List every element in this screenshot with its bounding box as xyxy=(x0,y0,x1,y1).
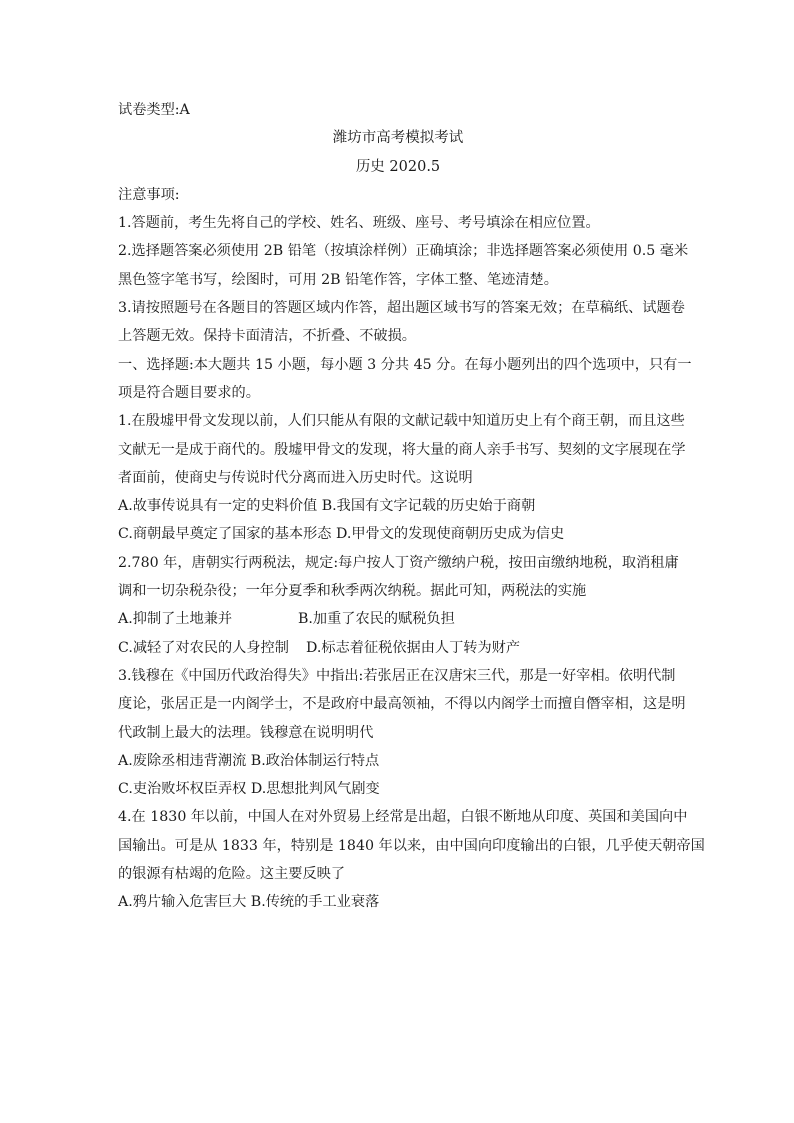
question-1-options-ab: A.故事传说具有一定的史料价值 B.我国有文字记载的历史始于商朝 xyxy=(118,498,536,515)
paper-type: 试卷类型:A xyxy=(118,102,190,118)
question-4-line-3: 的银源有枯竭的危险。这主要反映了 xyxy=(118,866,346,883)
question-1-line-3: 者面前，使商史与传说时代分离而进入历史时代。这说明 xyxy=(118,469,473,486)
question-3-line-3: 代政制上最大的法理。钱穆意在说明明代 xyxy=(118,724,374,741)
question-2-options-cd xyxy=(118,634,678,662)
notice-item-1: 1.答题前，考生先将自己的学校、姓名、班级、座号、考号填涂在相应位置。 xyxy=(118,215,600,232)
notice-item-2-line-1: 2.选择题答案必须使用 2B 铅笔（按填涂样例）正确填涂；非选择题答案必须使用 0.5 毫米 xyxy=(118,243,689,260)
notice-item-2-line-2: 黑色签字笔书写，绘图时，可用 2B 铅笔作答，字体工整、笔迹清楚。 xyxy=(118,271,558,288)
question-2-options-ab xyxy=(118,605,678,633)
notice-item-3-line-2: 上答题无效。保持卡面清洁，不折叠、不破损。 xyxy=(118,328,416,345)
question-2-option-d: D.标志着征税依据由人丁转为财产 xyxy=(306,639,521,656)
question-4-line-2: 国输出。可是从 1833 年，特别是 1840 年以来，由中国向印度输出的白银，几乎使天朝帝国 xyxy=(118,837,705,854)
question-3-line-1: 3.钱穆在《中国历代政治得失》中指出:若张居正在汉唐宋三代，那是一好宰相。依明代制 xyxy=(118,667,676,684)
section-1-instructions-line-1: 一、选择题:本大题共 15 小题，每小题 3 分共 45 分。在每小题列出的四个选项中，只有一 xyxy=(118,356,692,373)
question-2-line-1: 2.780 年，唐朝实行两税法，规定:每户按人丁资产缴纳户税，按田亩缴纳地税，取消租庸 xyxy=(118,554,679,571)
question-3-options-ab: A.废除丞相违背潮流 B.政治体制运行特点 xyxy=(118,752,380,769)
exam-title: 潍坊市高考模拟考试 xyxy=(332,130,464,147)
question-2-option-a: A.抑制了土地兼并 xyxy=(118,611,233,628)
question-3-line-2: 度论，张居正是一内阁学士，不是政府中最高领袖，不得以内阁学士而擅自僭宰相，这是明 xyxy=(118,696,686,713)
question-1-line-2: 文献无一是成于商代的。殷墟甲骨文的发现，将大量的商人亲手书写、契刻的文字展现在学 xyxy=(118,441,686,458)
question-3-options-cd: C.吏治败坏权臣弄权 D.思想批判风气剧变 xyxy=(118,781,380,798)
notice-item-3-line-1: 3.请按照题号在各题目的答题区域内作答，超出题区域书写的答案无效；在草稿纸、试题卷 xyxy=(118,300,685,317)
question-1-line-1: 1.在殷墟甲骨文发现以前，人们只能从有限的文献记载中知道历史上有个商王朝，而且这些 xyxy=(118,413,685,430)
section-1-instructions-line-2: 项是符合题目要求的。 xyxy=(118,384,260,401)
exam-subtitle: 历史 2020.5 xyxy=(355,158,441,175)
question-2-option-b: B.加重了农民的赋税负担 xyxy=(298,611,455,628)
question-4-options-ab: A.鸦片输入危害巨大 B.传统的手工业衰落 xyxy=(118,894,380,911)
question-4-line-1: 4.在 1830 年以前，中国人在对外贸易上经常是出超，白银不断地从印度、英国和美国向中 xyxy=(118,809,688,826)
question-1-options-cd: C.商朝最早奠定了国家的基本形态 D.甲骨文的发现使商朝历史成为信史 xyxy=(118,526,565,543)
question-2-line-2: 调和一切杂税杂役；一年分夏季和秋季两次纳税。据此可知，两税法的实施 xyxy=(118,583,587,600)
notice-heading: 注意事项: xyxy=(118,186,180,203)
question-2-option-c: C.减轻了对农民的人身控制 xyxy=(118,639,289,656)
exam-page xyxy=(118,96,705,917)
